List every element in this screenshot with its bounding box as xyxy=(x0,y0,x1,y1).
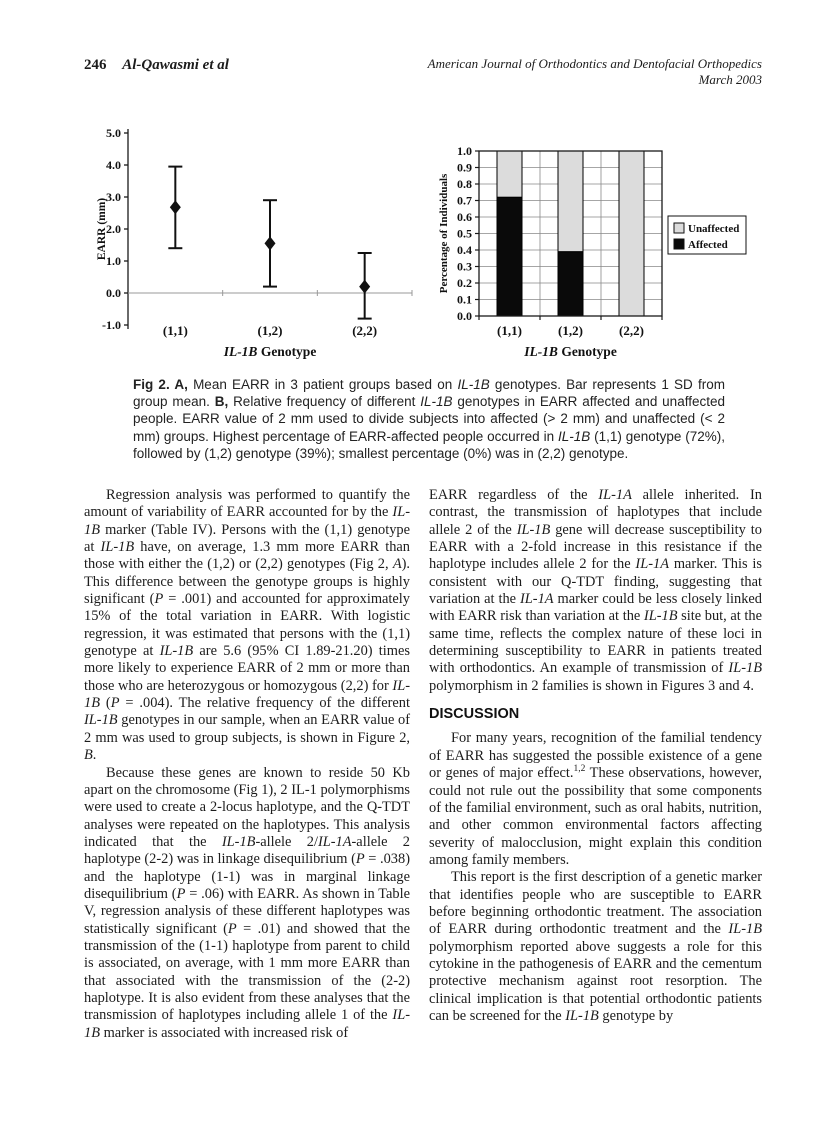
y-axis xyxy=(457,144,479,323)
y-tick-label: 5.0 xyxy=(106,126,121,140)
y-tick-label: 0.3 xyxy=(457,259,472,274)
y-tick-label: 0.2 xyxy=(457,276,472,290)
right-column xyxy=(429,487,762,1025)
y-tick-label: 1.0 xyxy=(457,144,472,158)
x-tick-label: (2,2) xyxy=(619,323,644,338)
error-bar-(2,2) xyxy=(358,253,372,319)
x-tick-label: (2,2) xyxy=(352,323,378,338)
y-tick-label: 0.4 xyxy=(457,243,472,257)
running-head-right xyxy=(428,56,762,88)
page-number: 246 xyxy=(84,57,107,73)
running-head xyxy=(84,56,762,88)
paragraph: This report is the first description of a genetic marker that identifies people who are susceptible to EARR before beginning orthodontic treatment. The association of EARR during orthodontic treatment and the IL-1B polymorphism reported above suggests a role for this cytokine in the pathogenesis of EARR and the cementum protective mechanism against root resorption. The clinical implication is that potential orthodontic patients can be screened for the IL-1B genotype by xyxy=(429,869,762,1024)
y-tick-label: 0.8 xyxy=(457,177,472,191)
legend xyxy=(668,216,746,254)
bar-segment-unaffected-(1,2) xyxy=(558,151,583,252)
zero-axis-line xyxy=(128,290,412,296)
paragraph: For many years, recognition of the familial tendency of EARR has suggested the possible existence of a gene or genes of major effect.$^{1,2}$ These observations, however, could not rule out the possibility that some components of the familial environment, such as oral habits, nutrition, and other common environmental factors affecting severity of malocclusion, might explain this condition among family members. xyxy=(429,730,762,868)
figure-caption: Fig 2. A, Mean EARR in 3 patient groups based on IL-1B genotypes. Bar represents 1 SD from group mean. B, Relative frequency of different IL-1B genotypes in EARR affected and unaffected people. EARR value of 2 mm used to divide subjects into affected (> 2 mm) and unaffected (< 2 mm) groups. Highest percentage of EARR-affected people occurred in IL-1B (1,1) genotype (72%), followed by (1,2) genotype (39%); smallest percentage (0%) was in (2,2) genotype. xyxy=(133,377,725,461)
legend-label-affected: Affected xyxy=(688,239,728,251)
discussion-heading: DISCUSSION xyxy=(429,706,520,723)
y-tick-label: 0.5 xyxy=(457,226,472,241)
y-axis-title: Percentage of Individuals xyxy=(438,173,450,294)
y-tick-label: 0.0 xyxy=(457,309,472,323)
mean-diamond-marker xyxy=(265,236,276,250)
legend-swatch-affected xyxy=(674,239,684,249)
y-tick-label: 1.0 xyxy=(106,254,121,268)
bar-(1,2) xyxy=(558,151,583,316)
y-tick-label: 4.0 xyxy=(106,158,121,172)
journal-name: American Journal of Orthodontics and Dentofacial Orthopedics xyxy=(427,56,762,71)
legend-swatch-unaffected xyxy=(674,223,684,233)
left-column xyxy=(84,487,410,1042)
y-tick-label: 0.6 xyxy=(457,210,472,224)
bar-segment-unaffected-(1,1) xyxy=(497,151,522,197)
x-tick-label: (1,1) xyxy=(497,323,522,338)
bar-segment-affected-(1,1) xyxy=(497,197,522,316)
x-tick-label: (1,2) xyxy=(558,323,583,338)
chart-b-svg xyxy=(435,116,807,364)
y-tick-label: -1.0 xyxy=(102,318,121,332)
x-tick-label: (1,1) xyxy=(162,323,188,338)
y-tick-label: 0.1 xyxy=(457,292,472,307)
paragraph: Because these genes are known to reside 50 Kb apart on the chromosome (Fig 1), 2 IL-1 polymorphisms were used to create a 2-locus haplotype, and the Q-TDT analyses were repeated on the haplotypes. This analysis indicated that the IL-1B-allele 2/IL-1A-allele 2 haplotype (2-2) was in linkage disequilibrium (P = .038) and the haplotype (1-1) was in marginal linkage disequilibrium (P = .06) with EARR. As shown in Table V, regression analysis of these different haplotypes was statistically significant (P = .01) and showed that the transmission of the (1-1) haplotype from parent to child is associated, on average, with 1 mm more EARR than that associated with the transmission of the (2-2) haplotype. It is also evident from these analyses that the transmission of haplotypes including allele 1 of the IL-1B marker is associated with increased risk of xyxy=(84,764,411,1041)
issue-date: March 2003 xyxy=(698,72,762,87)
chart-a-svg xyxy=(95,116,425,364)
chart-percentage-stacked-bar xyxy=(435,116,807,364)
paragraph: Regression analysis was performed to quantify the amount of variability of EARR accounted for by the IL-1B marker (Table IV). Persons with the (1,1) genotype at IL-1B have, on average, 1.3 mm more EARR than those with either the (1,2) or (2,2) genotypes (Fig 2, A). This difference between the genotype groups is highly significant (P = .001) and accounted for approximately 15% of the total variation in EARR. With logistic regression, it was estimated that persons with the (1,1) genotype at IL-1B are 5.6 (95% CI 1.89-21.20) times more likely to experience EARR of 2 mm or more than those who are heterozygous or homozygous (2,2) for IL-1B (P = .004). The relative frequency of the different IL-1B genotypes in our sample, when an EARR value of 2 mm was used to group subjects, is shown in Figure 2, B. xyxy=(84,487,411,764)
y-tick-label: 0.0 xyxy=(106,286,121,300)
running-head-left xyxy=(84,56,229,74)
bar-(1,1) xyxy=(497,151,522,316)
bar-segment-affected-(1,2) xyxy=(558,252,583,316)
mean-diamond-marker xyxy=(359,280,370,294)
paragraph: EARR regardless of the IL-1A allele inherited. In contrast, the transmission of haplotypes that include allele 2 of the IL-1B gene will decrease susceptibility to EARR with a 2-fold increase in this resistance if the haplotype includes allele 2 for the IL-1A marker. This is consistent with our Q-TDT finding, suggesting that variation at the IL-1A marker could be less closely linked with EARR risk than variation at the IL-1B site but, at the same time, reflects the complex nature of these loci in determining susceptibility to EARR in patients treated with orthodontics. An example of transmission of IL-1B polymorphism in 2 families is shown in Figures 3 and 4. xyxy=(429,487,762,694)
bar-(2,2) xyxy=(619,151,644,316)
running-authors: Al-Qawasmi et al xyxy=(122,57,229,73)
error-bar-(1,1) xyxy=(168,167,182,249)
bar-segment-unaffected-(2,2) xyxy=(619,151,644,316)
y-tick-label: 3.0 xyxy=(106,190,121,204)
mean-diamond-marker xyxy=(170,200,181,214)
x-tick-label: (1,2) xyxy=(257,323,283,338)
y-tick-label: 0.9 xyxy=(457,160,472,175)
x-axis-title: IL-1B Genotype xyxy=(223,344,317,359)
y-tick-label: 2.0 xyxy=(106,222,121,236)
error-bar-(1,2) xyxy=(263,200,277,286)
chart-earr-errorbar xyxy=(95,116,425,364)
legend-label-unaffected: Unaffected xyxy=(688,223,740,235)
y-axis-title: EARR (mm) xyxy=(96,197,108,261)
y-tick-label: 0.7 xyxy=(457,193,472,208)
x-axis-title: IL-1B Genotype xyxy=(524,344,617,359)
